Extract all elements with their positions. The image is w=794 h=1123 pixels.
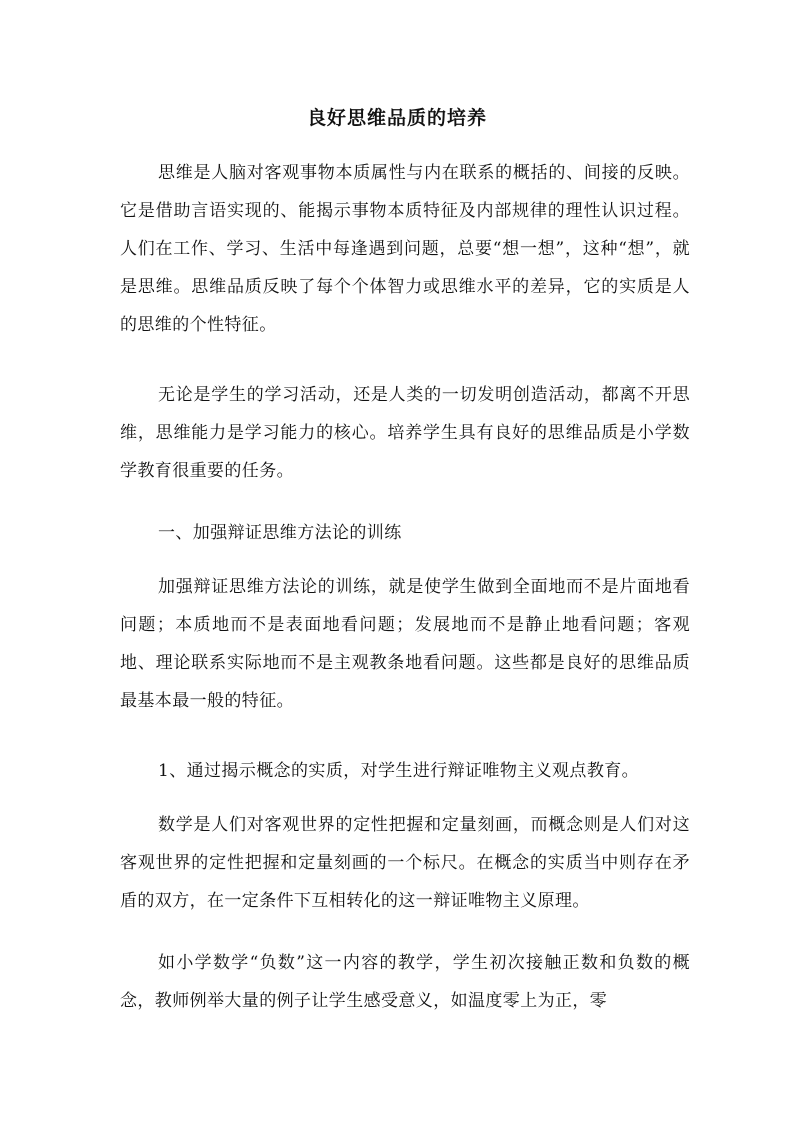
- paragraph-math-concepts: 数学是人们对客观世界的定性把握和定量刻画，而概念则是人们对这客观世界的定性把握和定量刻画的一个标尺。在概念的实质当中则存在矛盾的双方，在一定条件下互相转化的这一辩证唯物主义原理。: [120, 815, 690, 911]
- paragraph-negative-number-example: 如小学数学“负数”这一内容的教学，学生初次接触正数和负数的概念，教师例举大量的例子让学生感受意义，如温度零上为正，零: [120, 953, 690, 1011]
- paragraph-thinking-importance: 无论是学生的学习活动，还是人类的一切发明创造活动，都离不开思维，思维能力是学习能力的核心。培养学生具有良好的思维品质是小学数学教育很重要的任务。: [120, 385, 690, 481]
- section-heading-dialectical-training: 一、加强辩证思维方法论的训练: [158, 523, 402, 543]
- subheading-concept-essence: 1、通过揭示概念的实质，对学生进行辩证唯物主义观点教育。: [158, 761, 640, 781]
- paragraph-thinking-definition: 思维是人脑对客观事物本质属性与内在联系的概括的、间接的反映。它是借助言语实现的、能揭示事物本质特征及内部规律的理性认识过程。人们在工作、学习、生活中每逢遇到问题，总要“想一想”，这种“想”，就是思维。思维品质反映了每个个体智力或思维水平的差异，它的实质是人的思维的个性特征。: [120, 163, 690, 335]
- paragraph-dialectical-training: 加强辩证思维方法论的训练，就是使学生做到全面地而不是片面地看问题；本质地而不是表面地看问题；发展地而不是静止地看问题；客观地、理论联系实际地而不是主观教条地看问题。这些都是良好的思维品质最基本最一般的特征。: [120, 577, 690, 711]
- document-title: 良好思维品质的培养: [306, 107, 487, 129]
